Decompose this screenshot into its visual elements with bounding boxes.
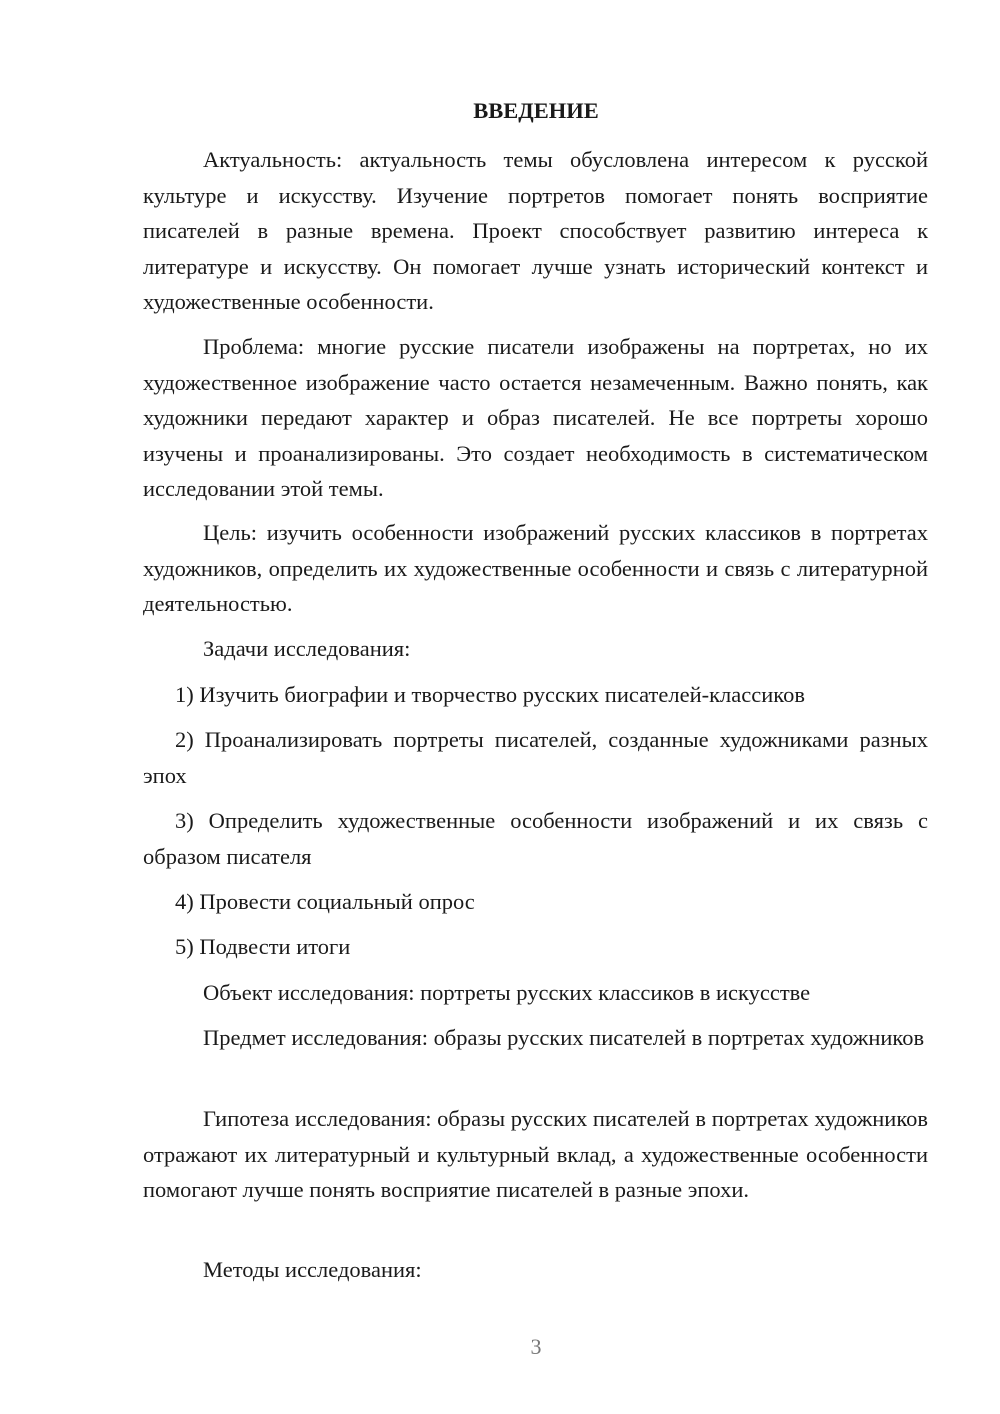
tasks-title: Задачи исследования: — [203, 636, 411, 661]
paragraph-hypothesis: Гипотеза исследования: образы русских писателей в портретах художников отражают их литературный и культурный вклад, а художественные особенности помогают лучше понять восприятие писателей в разные эпохи. — [143, 1106, 928, 1202]
paragraph-subject: Предмет исследования: образы русских писателей в портретах художников — [203, 1025, 925, 1050]
task-item-5: 5) Подвести итоги — [175, 934, 351, 959]
task-item-4: 4) Провести социальный опрос — [175, 889, 475, 914]
task-item-3: 3) Определить художественные особенности изображений и их связь с образом писателя — [143, 808, 928, 869]
task-item-2: 2) Проанализировать портреты писателей, созданные художниками разных эпох — [143, 727, 928, 788]
paragraph-problem: Проблема: многие русские писатели изображены на портретах, но их художественное изображение часто остается незамеченным. Важно понять, как художники передают характер и образ писателей. Не все портреты хорошо изучены и проанализированы. Это создает необходимость в систематическом исследовании этой темы. — [143, 334, 928, 501]
paragraph-relevance: Актуальность: актуальность темы обусловлена интересом к русской культуре и искусству. Изучение портретов помогает понять восприятие писателей в разные времена. Проект способствует развитию интереса к литературе и искусству. Он помогает лучше узнать исторический контекст и художественные особенности. — [143, 147, 928, 314]
paragraph-goal: Цель: изучить особенности изображений русских классиков в портретах художников, определить их художественные особенности и связь с литературной деятельностью. — [143, 520, 928, 616]
task-item-1: 1) Изучить биографии и творчество русских писателей-классиков — [175, 682, 805, 707]
section-heading: ВВЕДЕНИЕ — [473, 98, 599, 123]
page-number: 3 — [530, 1334, 542, 1359]
paragraph-object: Объект исследования: портреты русских классиков в искусстве — [203, 980, 811, 1005]
methods-title: Методы исследования: — [203, 1257, 422, 1282]
